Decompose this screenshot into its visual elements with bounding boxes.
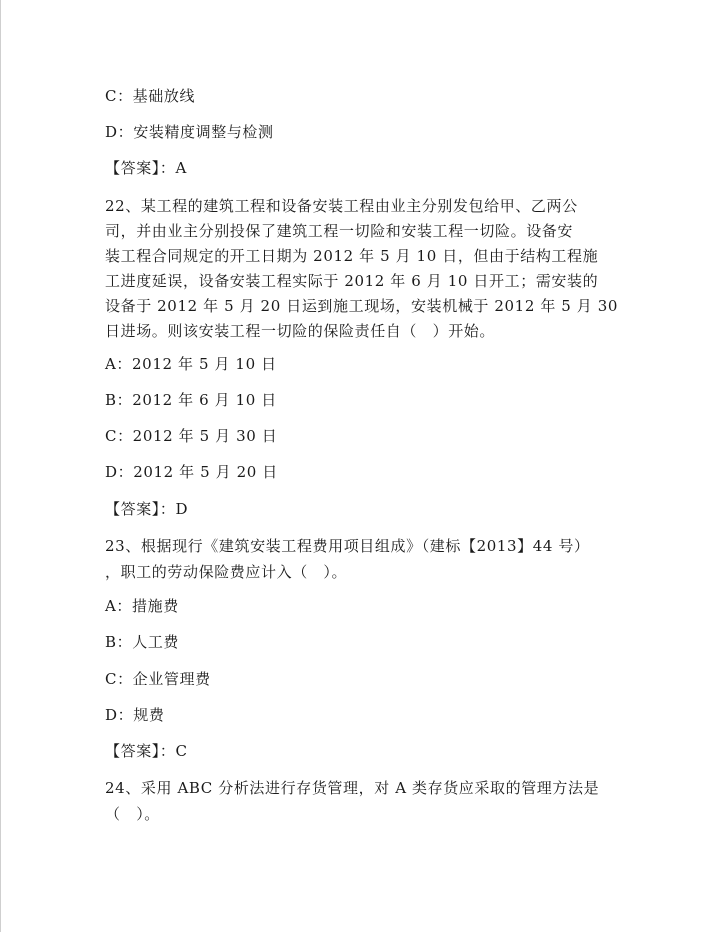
question-22-option-a: A：2012 年 5 月 10 日 xyxy=(105,355,277,373)
question-22-line-6: 日进场。则该安装工程一切险的保险责任自（ ）开始。 xyxy=(105,322,496,340)
question-22-line-5: 设备于 2012 年 5 月 20 日运到施工现场，安装机械于 2012 年 5 月 30 xyxy=(105,297,619,315)
question-22-line-3: 装工程合同规定的开工日期为 2012 年 5 月 10 日，但由于结构工程施 xyxy=(105,247,599,265)
question-22-option-d: D：2012 年 5 月 20 日 xyxy=(105,463,278,481)
question-22-answer: 【答案】：D xyxy=(105,500,189,518)
question-23-option-a: A：措施费 xyxy=(105,597,179,615)
question-22-line-1: 22、某工程的建筑工程和设备安装工程由业主分别发包给甲、乙两公 xyxy=(105,197,578,215)
answer-line: 【答案】：A xyxy=(105,159,187,177)
question-23-option-d: D：规费 xyxy=(105,706,165,724)
question-22-option-c: C：2012 年 5 月 30 日 xyxy=(105,427,278,445)
question-23-option-c: C：企业管理费 xyxy=(105,670,211,688)
question-23-option-b: B：人工费 xyxy=(105,633,180,651)
question-23-line-2: ，职工的劳动保险费应计入（ ）。 xyxy=(105,563,348,581)
option-c: C：基础放线 xyxy=(105,87,196,105)
question-22-line-2: 司，并由业主分别投保了建筑工程一切险和安装工程一切险。设备安 xyxy=(105,222,574,240)
question-23-line-1: 23、根据现行《建筑安装工程费用项目组成》（建标【2013】44 号） xyxy=(105,537,590,555)
question-22-option-b: B：2012 年 6 月 10 日 xyxy=(105,391,277,409)
question-24-line-1: 24、采用 ABC 分析法进行存货管理，对 A 类存货应采取的管理方法是 xyxy=(105,779,600,797)
option-d: D：安装精度调整与检测 xyxy=(105,123,274,141)
question-22-line-4: 工进度延误，设备安装工程实际于 2012 年 6 月 10 日开工；需安装的 xyxy=(105,272,599,290)
question-24-line-2: （ ）。 xyxy=(105,805,160,823)
question-23-answer: 【答案】：C xyxy=(105,742,188,760)
